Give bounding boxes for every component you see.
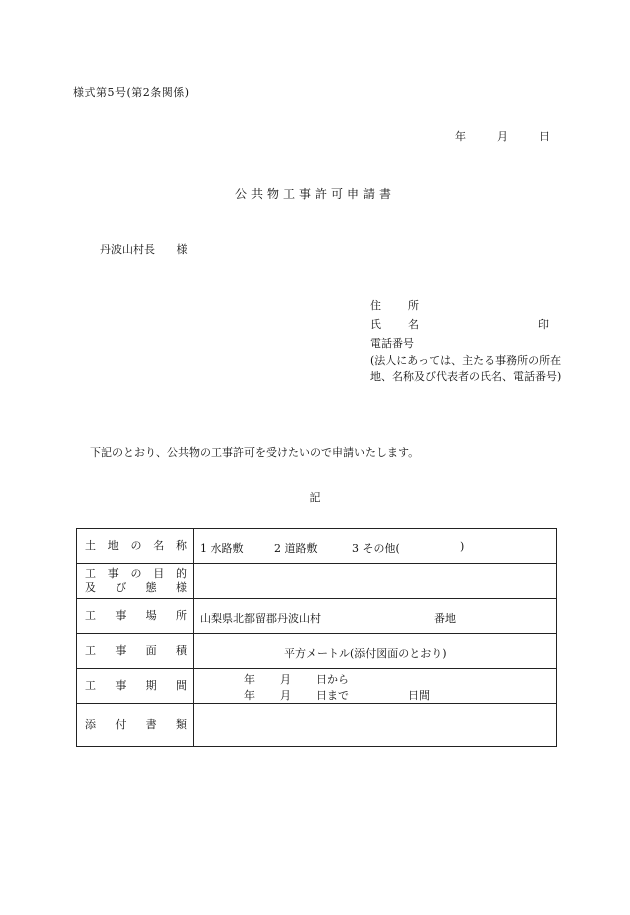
row-attachments [77,704,557,747]
label-site [77,599,194,634]
applicant-name-row [370,315,570,334]
label-char: 目 [153,567,165,580]
label-char: 添 [85,718,96,731]
label-char: 間 [175,679,187,692]
label-char: の [130,539,142,552]
label-area [77,634,194,669]
applicant-block [370,296,570,385]
label-char: 及 [85,581,96,594]
value-site[interactable] [194,599,557,634]
label-char: 書 [145,718,157,731]
label-char: 様 [175,581,187,594]
seal-mark: 印 [538,318,549,331]
period-start-year: 年 [244,673,255,686]
form-number: 様式第5号(第2条関係) [73,86,190,99]
row-site [77,599,557,634]
label-char: び [115,581,127,594]
label-char: 的 [176,567,187,580]
period-end-month: 月 [280,689,291,702]
label-char: 土 [85,539,96,552]
area-unit-text: 平方メートル(添付図面のとおり) [284,647,447,660]
period-end-year: 年 [244,689,255,702]
label-char: 付 [115,718,127,731]
date-day: 日 [539,130,550,143]
option-other-close: ) [460,540,465,553]
address-label-2: 所 [408,299,419,312]
label-char: 工 [85,679,96,692]
label-char: 工 [85,567,96,580]
phone-label: 電話番号 [370,337,414,350]
date-line [455,128,550,144]
row-land-name [77,529,557,564]
label-char: 場 [145,609,157,622]
label-char: 工 [85,609,96,622]
applicant-corporate-note: (法人にあっては、主たる事務所の所在地、名称及び代表者の氏名、電話番号) [370,354,562,383]
ki-heading: 記 [309,491,321,504]
row-purpose [77,564,557,599]
label-char: 面 [145,644,157,657]
label-period [77,669,194,704]
label-land-name [77,529,194,564]
value-area[interactable] [194,634,557,669]
application-details-table [76,528,557,747]
row-area [77,634,557,669]
site-banchi: 番地 [434,612,456,625]
addressee-name: 丹波山村長 [100,243,155,256]
label-char: 事 [115,644,127,657]
request-statement: 下記のとおり、公共物の工事許可を受けたいので申請いたします。 [90,446,420,459]
applicant-address-row [370,296,570,315]
addressee-honorific: 様 [176,243,188,256]
period-days: 日間 [408,689,430,702]
applicant-phone-row [370,334,570,353]
label-purpose [77,564,194,599]
period-start-month: 月 [280,673,291,686]
option-road: 2 道路敷 [274,542,318,555]
label-char: 類 [175,718,187,731]
address-label-1: 住 [370,299,381,312]
label-char: 事 [115,679,127,692]
value-land-name [194,529,557,564]
label-char: 名 [153,539,165,552]
label-char: の [130,567,142,580]
label-char: 態 [145,581,157,594]
addressee [100,241,188,257]
label-char: 積 [175,644,187,657]
label-char: 所 [175,609,187,622]
name-label-1: 氏 [370,318,381,331]
label-char: 期 [145,679,157,692]
option-waterway: 1 水路敷 [200,542,244,555]
label-attachments [77,704,194,747]
date-month: 月 [497,130,508,143]
label-char: 称 [176,539,187,552]
value-period[interactable] [194,669,557,704]
period-end-day: 日まで [316,689,349,702]
name-label-2: 名 [408,318,419,331]
option-other: 3 その他( [352,542,400,555]
label-char: 地 [107,539,119,552]
site-address: 山梨県北都留郡丹波山村 [200,612,321,625]
period-start-day: 日から [316,673,349,686]
value-purpose[interactable] [194,564,557,599]
document-title: 公共物工事許可申請書 [234,187,395,201]
row-period [77,669,557,704]
value-attachments[interactable] [194,704,557,747]
label-char: 工 [85,644,96,657]
date-year: 年 [455,130,466,143]
label-char: 事 [107,567,119,580]
label-char: 事 [115,609,127,622]
